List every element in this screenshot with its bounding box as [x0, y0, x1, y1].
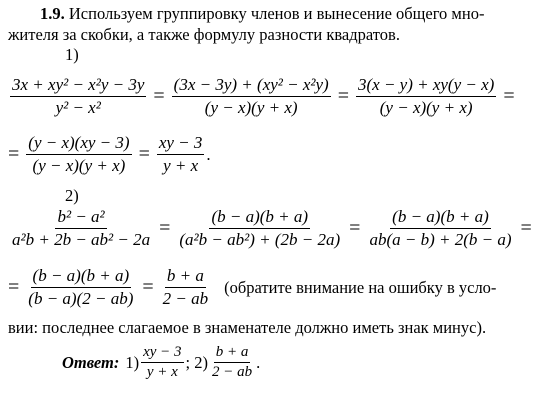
equals-sign: = — [503, 85, 515, 107]
answer-label: Ответ: — [62, 352, 120, 372]
fraction — [26, 133, 131, 176]
fraction — [367, 207, 513, 250]
answer-end: . — [256, 352, 261, 372]
part1-label: 1) — [65, 45, 79, 64]
equals-sign: = — [337, 85, 349, 107]
equals-sign: = — [8, 143, 20, 165]
part1-row1 — [8, 75, 520, 118]
denominator: (b − a)(2 − ab) — [28, 289, 134, 308]
part1-row2 — [8, 133, 211, 176]
fraction — [157, 133, 205, 176]
numerator: (3x − 3y) + (xy² − x²y) — [172, 75, 331, 97]
note-text-2: вии: последнее слагаемое в знаменателе должно иметь знак минус). — [8, 318, 487, 337]
part2-row1 — [8, 207, 537, 250]
equals-sign: = — [138, 143, 150, 165]
intro-line-1 — [40, 4, 484, 24]
equals-sign: = — [142, 276, 154, 298]
numerator: (y − x)(xy − 3) — [26, 133, 131, 155]
numerator: 3x + xy² − x²y − 3y — [10, 75, 146, 97]
note-line-2 — [8, 318, 486, 338]
denominator: (y − x)(y + x) — [379, 98, 473, 117]
fraction — [172, 75, 331, 118]
fraction — [10, 75, 146, 118]
equals-sign: = — [159, 217, 171, 239]
note-text-1: (обратите внимание на ошибку в усло- — [224, 277, 497, 297]
answer-separator: ; 2) — [185, 352, 209, 372]
numerator: b + a — [165, 266, 206, 288]
fraction — [177, 207, 342, 250]
answer-prefix-1: 1) — [125, 352, 140, 372]
numerator: b + a — [214, 344, 251, 363]
numerator: xy − 3 — [141, 344, 183, 363]
equals-sign: = — [520, 217, 532, 239]
denominator: 2 − ab — [212, 364, 253, 380]
denominator: (y − x)(y + x) — [32, 156, 126, 175]
denominator: 2 − ab — [162, 289, 209, 308]
equals-sign: = — [349, 217, 361, 239]
part2-label: 2) — [65, 186, 79, 205]
problem-number: 1.9. — [40, 4, 65, 23]
denominator: (y − x)(y + x) — [204, 98, 298, 117]
numerator: 3(x − y) + xy(y − x) — [356, 75, 496, 97]
denominator: (a²b − ab²) + (2b − 2a) — [179, 230, 341, 249]
answer-row — [62, 344, 260, 381]
numerator: (b − a)(b + a) — [390, 207, 491, 229]
fraction — [10, 207, 152, 250]
intro-line-2 — [8, 25, 400, 45]
denominator: y + x — [163, 156, 199, 175]
numerator: b² − a² — [55, 207, 106, 229]
numerator: xy − 3 — [157, 133, 205, 155]
fraction — [26, 266, 135, 309]
denominator: ab(a − b) + 2(b − a) — [369, 230, 512, 249]
end-period: . — [206, 144, 211, 164]
intro-text-1: Используем группировку членов и вынесение общего мно- — [68, 4, 485, 23]
fraction — [210, 344, 254, 381]
fraction — [356, 75, 496, 118]
equals-sign: = — [153, 85, 165, 107]
equals-sign: = — [8, 276, 20, 298]
intro-text-2: жителя за скобки, а также формулу разности квадратов. — [8, 25, 400, 44]
part2-row2 — [8, 266, 496, 309]
denominator: a²b + 2b − ab² − 2a — [12, 230, 151, 249]
fraction — [141, 344, 183, 381]
denominator: y² − x² — [55, 98, 101, 117]
numerator: (b − a)(b + a) — [31, 266, 132, 288]
fraction — [161, 266, 210, 309]
numerator: (b − a)(b + a) — [209, 207, 310, 229]
denominator: y + x — [146, 364, 178, 380]
